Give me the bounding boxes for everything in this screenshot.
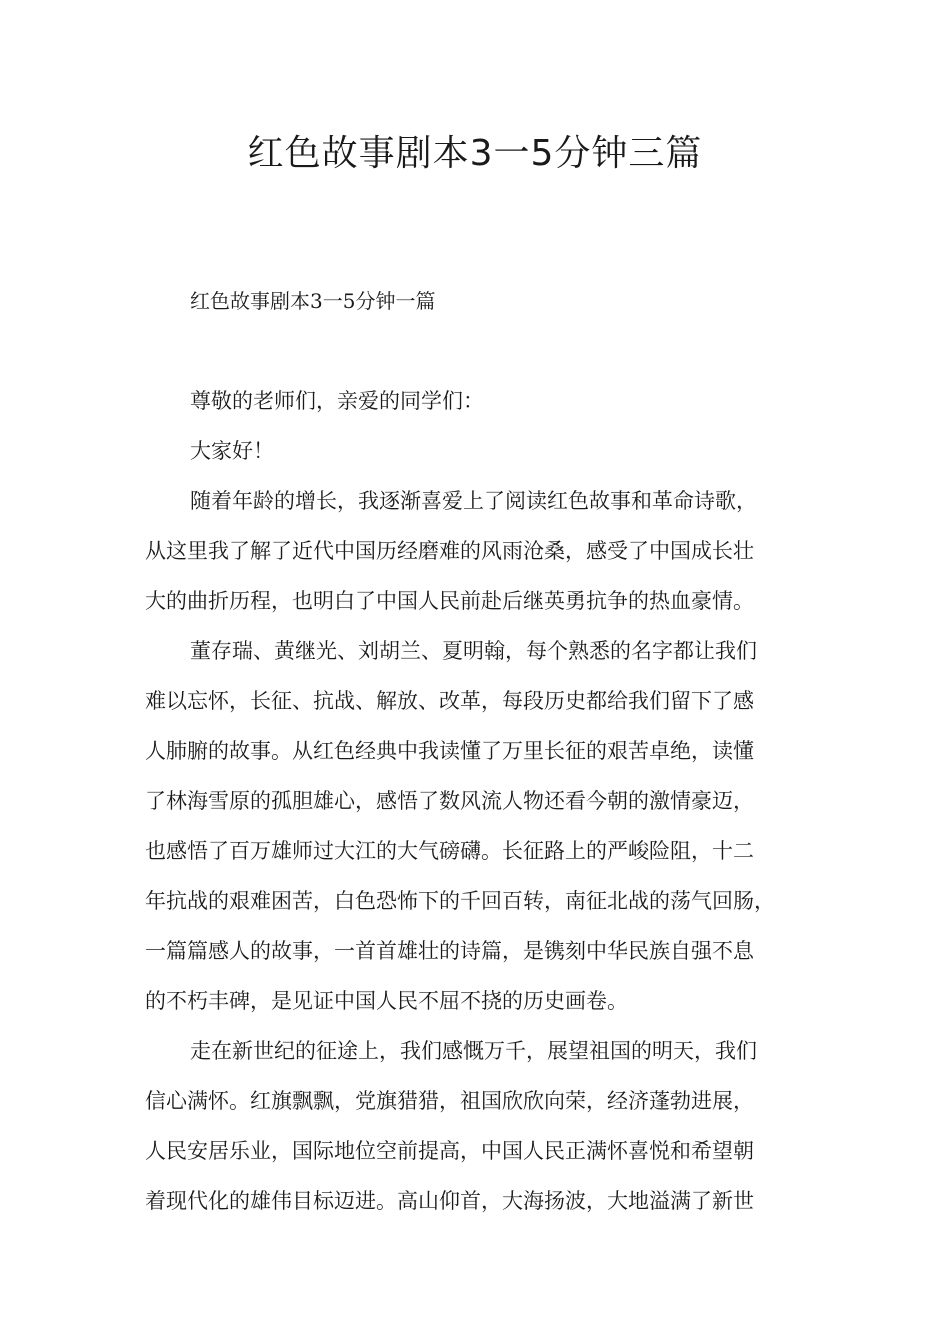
section-subtitle: 红色故事剧本3一5分钟一篇: [190, 289, 436, 313]
text-line: 也感悟了百万雄师过大江的大气磅礴。长征路上的严峻险阻，十二: [145, 839, 754, 863]
text-line: 的不朽丰碑，是见证中国人民不屈不挠的历史画卷。: [145, 989, 628, 1013]
text-line: 人肺腑的故事。从红色经典中我读懂了万里长征的艰苦卓绝，读懂: [145, 739, 754, 763]
text-line: 人民安居乐业，国际地位空前提高，中国人民正满怀喜悦和希望朝: [145, 1139, 754, 1163]
text-line: 信心满怀。红旗飘飘，党旗猎猎，祖国欣欣向荣，经济蓬勃进展，: [145, 1089, 754, 1113]
text-line: 了林海雪原的孤胆雄心，感悟了数风流人物还看今朝的激情豪迈，: [145, 789, 754, 813]
text-line: 着现代化的雄伟目标迈进。高山仰首，大海扬波，大地溢满了新世: [145, 1189, 754, 1213]
text-line: 董存瑞、黄继光、刘胡兰、夏明翰，每个熟悉的名字都让我们: [190, 639, 757, 663]
text-line: 从这里我了解了近代中国历经磨难的风雨沧桑，感受了中国成长壮: [145, 539, 754, 563]
text-line: 走在新世纪的征途上，我们感慨万千，展望祖国的明天，我们: [190, 1039, 757, 1063]
text-line: 随着年龄的增长，我逐渐喜爱上了阅读红色故事和革命诗歌，: [190, 489, 757, 513]
text-line: 大的曲折历程，也明白了中国人民前赴后继英勇抗争的热血豪情。: [145, 589, 754, 613]
document-title: 红色故事剧本3一5分钟三篇: [247, 133, 703, 174]
text-line: 一篇篇感人的故事，一首首雄壮的诗篇，是镌刻中华民族自强不息: [145, 939, 754, 963]
text-line-hello: 大家好！: [190, 439, 274, 463]
text-line: 难以忘怀，长征、抗战、解放、改革，每段历史都给我们留下了感: [145, 689, 754, 713]
text-line: 年抗战的艰难困苦，白色恐怖下的千回百转，南征北战的荡气回肠，: [145, 889, 775, 913]
text-line-greeting: 尊敬的老师们，亲爱的同学们：: [190, 389, 484, 413]
